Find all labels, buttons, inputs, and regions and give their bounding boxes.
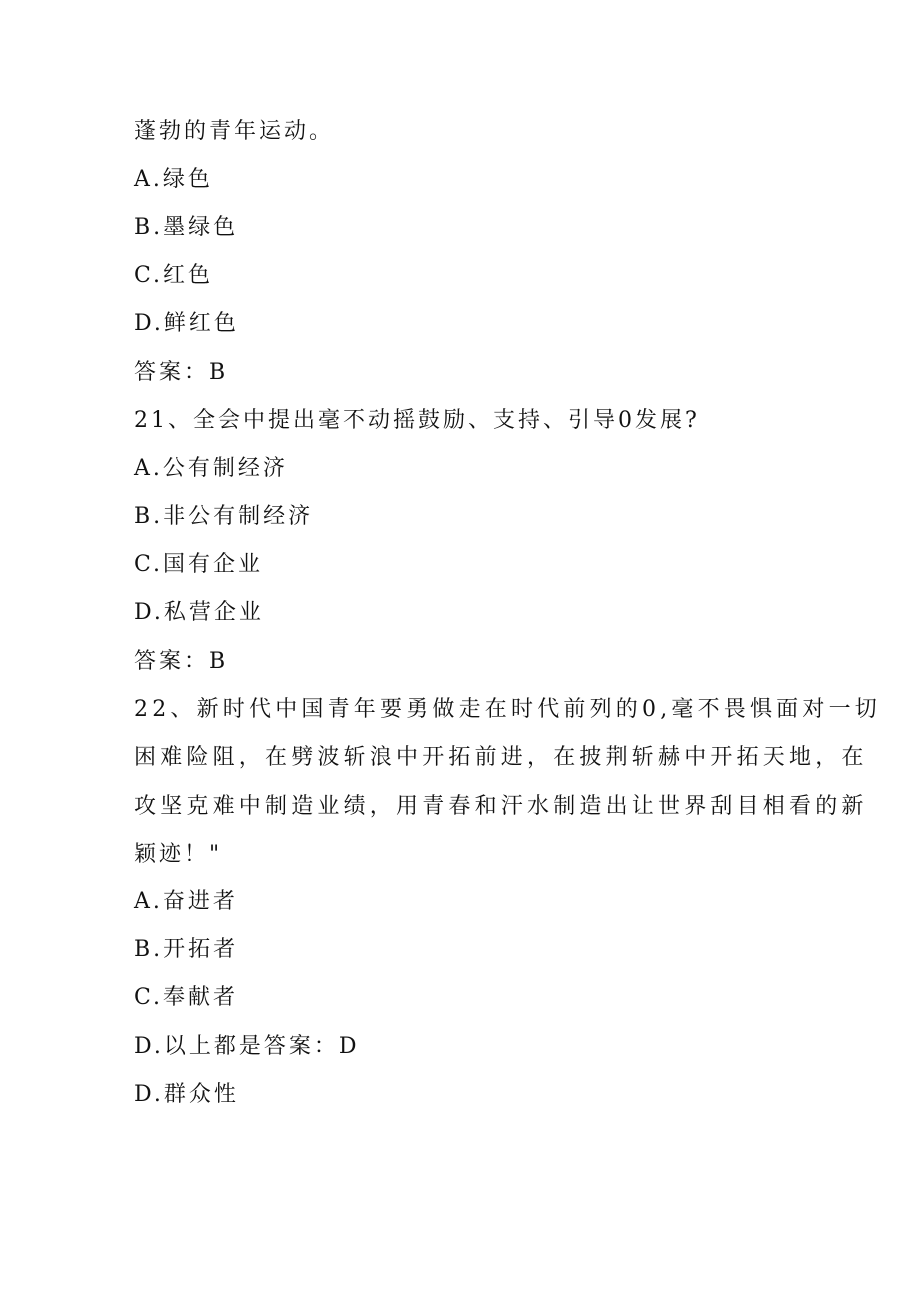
option-b: B.墨绿色 xyxy=(134,215,239,240)
question-21: 21、全会中提出毫不动摇鼓励、支持、引导0发展? xyxy=(134,408,700,433)
question-22-line-3: 攻坚克难中制造业绩，用青春和汗水制造出让世界刮目相看的新 xyxy=(134,794,868,819)
option-d: D.鲜红色 xyxy=(134,311,239,336)
option-d: D.群众性 xyxy=(134,1082,239,1107)
option-a: A.奋进者 xyxy=(134,889,238,914)
option-c: C.国有企业 xyxy=(134,552,264,577)
answer-line: 答案：B xyxy=(134,649,229,674)
answer-line: 答案：B xyxy=(134,360,229,385)
question-22-line-2: 困难险阻，在劈波斩浪中开拓前进，在披荆斩赫中开拓天地，在 xyxy=(134,745,868,770)
option-d-with-answer: D.以上都是答案：D xyxy=(134,1034,360,1059)
option-d: D.私营企业 xyxy=(134,600,264,625)
text-line-continuation: 蓬勃的青年运动。 xyxy=(134,119,335,144)
option-a: A.绿色 xyxy=(134,167,213,192)
option-b: B.非公有制经济 xyxy=(134,504,314,529)
option-c: C.红色 xyxy=(134,263,214,288)
option-b: B.开拓者 xyxy=(134,937,239,962)
option-a: A.公有制经济 xyxy=(134,456,288,481)
option-c: C.奉献者 xyxy=(134,985,239,1010)
question-22-line-4: 颖迹！" xyxy=(134,842,223,867)
question-22-line-1: 22、新时代中国青年要勇做走在时代前列的0,毫不畏惧面对一切 xyxy=(134,697,881,722)
